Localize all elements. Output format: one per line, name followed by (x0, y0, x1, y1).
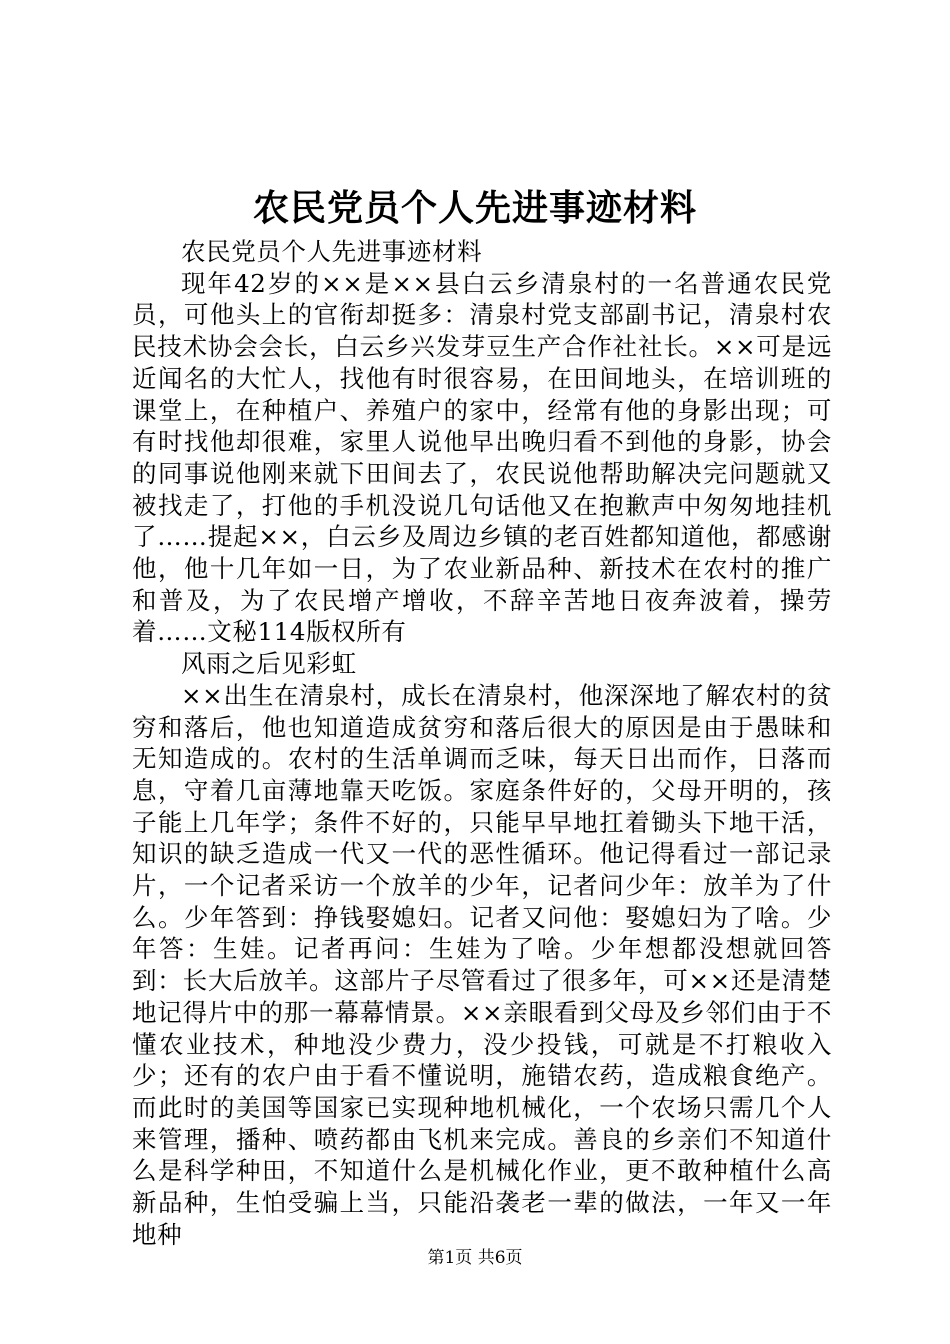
section-heading: 风雨之后见彩虹 (181, 649, 357, 679)
document-body (132, 236, 832, 1251)
section-paragraph: ××出生在清泉村，成长在清泉村，他深深地了解农村的贫穷和落后，他也知道造成贫穷和落后很大的原因是由于愚昧和无知造成的。农村的生活单调而乏味，每天日出而作，日落而息，守着几亩薄地靠天吃饭。家庭条件好的，父母开明的，孩子能上几年学；条件不好的，只能早早地扛着锄头下地干活，知识的缺乏造成一代又一代的恶性循环。他记得看过一部记录片，一个记者采访一个放羊的少年，记者问少年：放羊为了什么。少年答到：挣钱娶媳妇。记者又问他：娶媳妇为了啥。少年答：生娃。记者再问：生娃为了啥。少年想都没想就回答到：长大后放羊。这部片子尽管看过了很多年，可××还是清楚地记得片中的那一幕幕情景。××亲眼看到父母及乡邻们由于不懂农业技术，种地没少费力，没少投钱，可就是不打粮收入少；还有的农户由于看不懂说明，施错农药，造成粮食绝产。而此时的美国等国家已实现种地机械化，一个农场只需几个人来管理，播种、喷药都由飞机来完成。善良的乡亲们不知道什么是科学种田，不知道什么是机械化作业，更不敢种植什么高新品种，生怕受骗上当，只能沿袭老一辈的做法，一年又一年地种 (132, 680, 832, 1249)
subtitle-paragraph: 农民党员个人先进事迹材料 (181, 237, 483, 266)
document-title: 农民党员个人先进事迹材料 (252, 187, 697, 229)
intro-paragraph: 现年42岁的××是××县白云乡清泉村的一名普通农民党员，可他头上的官衔却挺多：清泉村党支部副书记，清泉村农民技术协会会长，白云乡兴发芽豆生产合作社社长。××可是远近闻名的大忙人，找他有时很容易，在田间地头，在培训班的课堂上，在种植户、养殖户的家中，经常有他的身影出现；可有时找他却很难，家里人说他早出晚归看不到他的身影，协会的同事说他刚来就下田间去了，农民说他帮助解决完问题就又被找走了，打他的手机没说几句话他又在抱歉声中匆匆地挂机了……提起××，白云乡及周边乡镇的老百姓都知道他，都感谢他，他十几年如一日，为了农业新品种、新技术在农村的推广和普及，为了农民增产增收，不辞辛苦地日夜奔波着，操劳着……文秘114版权所有 (132, 268, 832, 647)
page-footer: 第1页 共6页 (427, 1248, 523, 1268)
